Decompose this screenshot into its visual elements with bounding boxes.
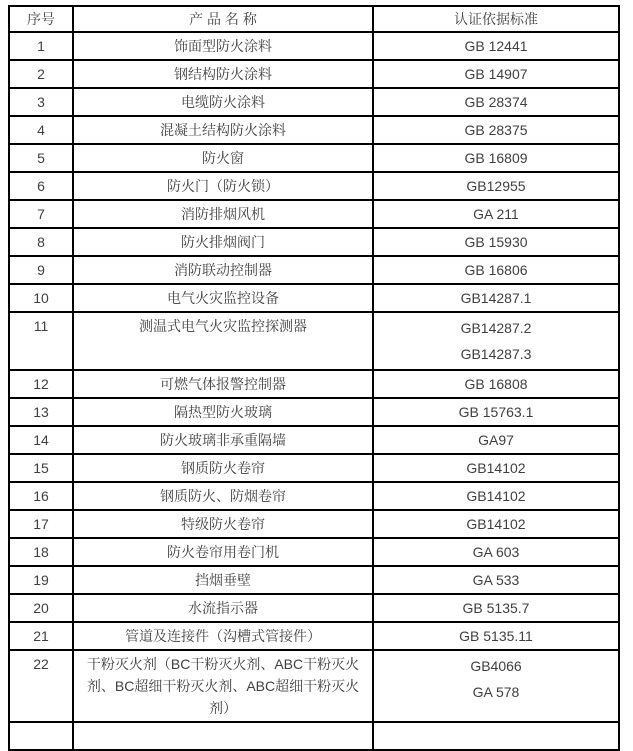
standard-line: GA 578 bbox=[472, 684, 520, 700]
product-name-cell: 水流指示器 bbox=[73, 594, 373, 622]
standard-cell bbox=[373, 566, 619, 594]
table-row bbox=[9, 88, 619, 116]
product-name-cell: 干粉灭火剂（BC干粉灭火剂、ABC干粉灭火剂、BC超细干粉灭火剂、ABC超细干粉灭火剂） bbox=[73, 650, 373, 722]
standard-line: GB4066 bbox=[470, 658, 522, 674]
product-name-cell: 防火门（防火锁） bbox=[73, 172, 373, 200]
product-name-cell: 混凝土结构防火涂料 bbox=[73, 116, 373, 144]
table-row bbox=[9, 622, 619, 650]
product-name-cell: 防火窗 bbox=[73, 144, 373, 172]
serial-number-cell: 13 bbox=[9, 398, 73, 426]
table-row bbox=[9, 312, 619, 370]
serial-number-cell: 16 bbox=[9, 482, 73, 510]
standard-cell bbox=[373, 312, 619, 370]
standard-cell bbox=[373, 228, 619, 256]
serial-number-cell: 15 bbox=[9, 454, 73, 482]
table-row bbox=[9, 398, 619, 426]
standard-cell bbox=[373, 426, 619, 454]
product-name-cell: 测温式电气火灾监控探测器 bbox=[73, 312, 373, 370]
serial-number-cell: 11 bbox=[9, 312, 73, 370]
standard-line: GB 5135.7 bbox=[462, 600, 530, 616]
standard-cell bbox=[373, 88, 619, 116]
serial-number-cell: 21 bbox=[9, 622, 73, 650]
standard-cell bbox=[373, 538, 619, 566]
product-certification-table bbox=[8, 5, 620, 751]
product-name-cell: 可燃气体报警控制器 bbox=[73, 370, 373, 398]
standard-cell bbox=[373, 482, 619, 510]
table-row bbox=[9, 60, 619, 88]
standard-cell bbox=[373, 200, 619, 228]
product-name-cell: 消防联动控制器 bbox=[73, 256, 373, 284]
product-name-cell: 防火排烟阀门 bbox=[73, 228, 373, 256]
standard-cell bbox=[373, 144, 619, 172]
table-row bbox=[9, 370, 619, 398]
standard-line: GB14102 bbox=[466, 516, 526, 532]
serial-number-cell: 1 bbox=[9, 32, 73, 60]
serial-number-cell: 20 bbox=[9, 594, 73, 622]
product-name-cell: 隔热型防火玻璃 bbox=[73, 398, 373, 426]
serial-number-cell: 9 bbox=[9, 256, 73, 284]
product-name-cell: 电缆防火涂料 bbox=[73, 88, 373, 116]
table-row bbox=[9, 538, 619, 566]
standard-line: GA 603 bbox=[472, 544, 520, 560]
standard-line: GB 16808 bbox=[464, 376, 528, 392]
table-row bbox=[9, 566, 619, 594]
serial-number-cell: 5 bbox=[9, 144, 73, 172]
standard-line: GA 533 bbox=[472, 572, 520, 588]
standard-line: GB 14907 bbox=[464, 66, 528, 82]
serial-number-cell: 19 bbox=[9, 566, 73, 594]
standard-line: GB14287.2 bbox=[460, 320, 532, 336]
standard-line: GA97 bbox=[478, 432, 514, 448]
product-name-cell: 防火玻璃非承重隔墙 bbox=[73, 426, 373, 454]
serial-number-cell: 8 bbox=[9, 228, 73, 256]
standard-cell bbox=[373, 650, 619, 722]
serial-number-cell bbox=[9, 722, 73, 750]
standard-line: GA 211 bbox=[473, 206, 519, 222]
table-row bbox=[9, 426, 619, 454]
serial-number-cell: 14 bbox=[9, 426, 73, 454]
standard-line: GB12955 bbox=[466, 178, 526, 194]
product-name-cell: 钢质防火、防烟卷帘 bbox=[73, 482, 373, 510]
product-name-cell: 管道及连接件（沟槽式管接件） bbox=[73, 622, 373, 650]
standard-cell bbox=[373, 594, 619, 622]
table-row bbox=[9, 284, 619, 312]
standard-line: GB14102 bbox=[466, 460, 526, 476]
serial-number-cell: 4 bbox=[9, 116, 73, 144]
serial-number-cell: 17 bbox=[9, 510, 73, 538]
table-row bbox=[9, 116, 619, 144]
standard-cell bbox=[373, 722, 619, 750]
serial-number-cell: 18 bbox=[9, 538, 73, 566]
header-serial-number: 序号 bbox=[9, 6, 73, 32]
table-row bbox=[9, 144, 619, 172]
serial-number-cell: 12 bbox=[9, 370, 73, 398]
standard-line: GB14287.1 bbox=[460, 290, 532, 306]
standard-line: GB 15763.1 bbox=[458, 404, 534, 420]
table-row bbox=[9, 32, 619, 60]
table-header-row bbox=[9, 6, 619, 32]
header-product-name: 产 品 名 称 bbox=[73, 6, 373, 32]
standard-line: GB14287.3 bbox=[460, 346, 532, 362]
table-row bbox=[9, 228, 619, 256]
serial-number-cell: 10 bbox=[9, 284, 73, 312]
standard-line: GB 16809 bbox=[464, 150, 528, 166]
serial-number-cell: 3 bbox=[9, 88, 73, 116]
standard-cell bbox=[373, 370, 619, 398]
serial-number-cell: 7 bbox=[9, 200, 73, 228]
standard-line: GB 5135.11 bbox=[459, 628, 533, 644]
product-name-cell: 特级防火卷帘 bbox=[73, 510, 373, 538]
product-name-cell: 消防排烟风机 bbox=[73, 200, 373, 228]
standard-line: GB 28374 bbox=[464, 94, 528, 110]
table-row bbox=[9, 256, 619, 284]
table-row bbox=[9, 172, 619, 200]
serial-number-cell: 22 bbox=[9, 650, 73, 722]
standard-line: GB14102 bbox=[466, 488, 526, 504]
standard-cell bbox=[373, 622, 619, 650]
product-name-cell: 电气火灾监控设备 bbox=[73, 284, 373, 312]
standard-cell bbox=[373, 32, 619, 60]
serial-number-cell: 6 bbox=[9, 172, 73, 200]
standard-line: GB 28375 bbox=[464, 122, 528, 138]
product-name-cell: 防火卷帘用卷门机 bbox=[73, 538, 373, 566]
standard-cell bbox=[373, 454, 619, 482]
standard-cell bbox=[373, 256, 619, 284]
standard-cell bbox=[373, 510, 619, 538]
table-row bbox=[9, 200, 619, 228]
standard-cell bbox=[373, 284, 619, 312]
table-row bbox=[9, 454, 619, 482]
standard-line: GB 12441 bbox=[464, 38, 528, 54]
standard-cell bbox=[373, 172, 619, 200]
table-row bbox=[9, 510, 619, 538]
product-name-cell: 钢质防火卷帘 bbox=[73, 454, 373, 482]
table-row-partial bbox=[9, 722, 619, 750]
serial-number-cell: 2 bbox=[9, 60, 73, 88]
table-row bbox=[9, 594, 619, 622]
standard-line: GB 16806 bbox=[464, 262, 528, 278]
product-name-cell bbox=[73, 722, 373, 750]
product-name-cell: 钢结构防火涂料 bbox=[73, 60, 373, 88]
standard-line: GB 15930 bbox=[464, 234, 528, 250]
standard-cell bbox=[373, 398, 619, 426]
product-name-cell: 挡烟垂壁 bbox=[73, 566, 373, 594]
product-name-cell: 饰面型防火涂料 bbox=[73, 32, 373, 60]
table-row bbox=[9, 482, 619, 510]
standard-cell bbox=[373, 116, 619, 144]
standard-cell bbox=[373, 60, 619, 88]
table-row bbox=[9, 650, 619, 722]
header-certification-standard: 认证依据标准 bbox=[373, 6, 619, 32]
